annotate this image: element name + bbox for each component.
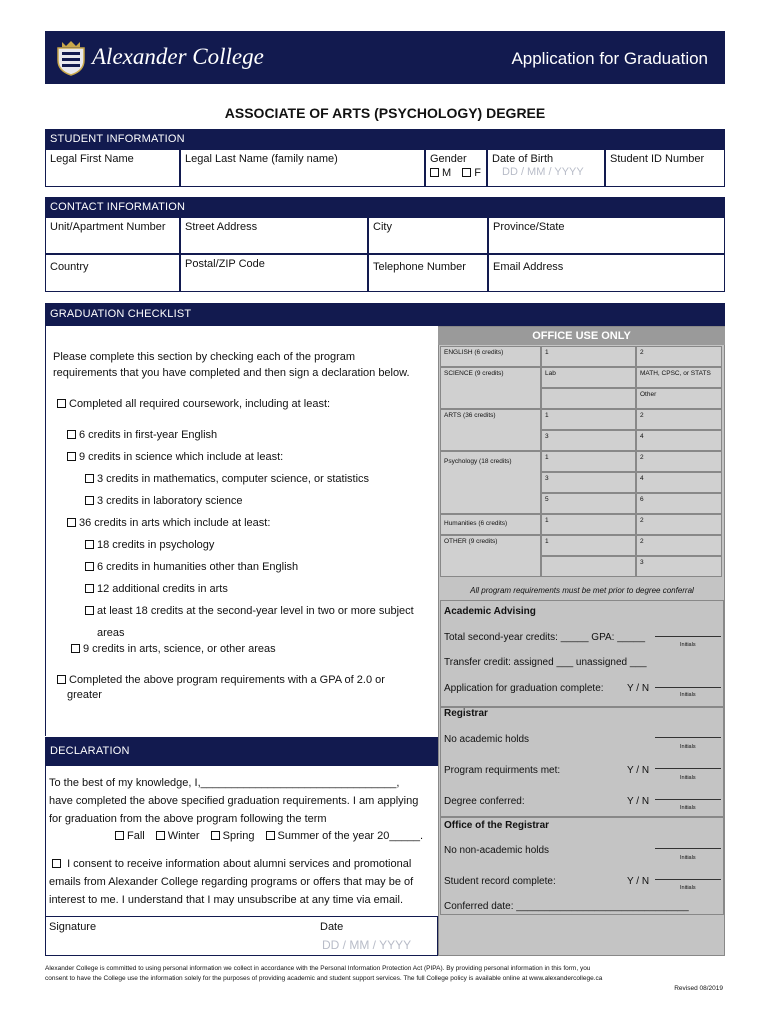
- signature-field[interactable]: [49, 921, 96, 933]
- phone-field[interactable]: [368, 254, 488, 292]
- initials-label: Initials: [680, 855, 696, 861]
- term-selector: [115, 828, 423, 844]
- first-name-label: Legal First Name: [50, 153, 134, 165]
- checkbox[interactable]: [85, 562, 94, 571]
- consent-line-1: I consent to receive information about alumni services and promotional: [52, 855, 411, 873]
- check-item-math[interactable]: 3 credits in mathematics, computer science, or statistics: [85, 473, 369, 485]
- initials-label: Initials: [680, 805, 696, 811]
- city-label: City: [373, 221, 392, 233]
- office-other-3: 3: [636, 556, 722, 577]
- office-conferred-date: Conferred date: _______________________________: [444, 901, 689, 912]
- checkbox[interactable]: [67, 452, 76, 461]
- gender-field: [425, 149, 487, 187]
- term-winter-label: Winter: [167, 830, 200, 842]
- phone-label: Telephone Number: [373, 261, 466, 273]
- office-psych-5: 5: [541, 493, 636, 514]
- date-label: Date: [320, 921, 344, 933]
- email-label: Email Address: [493, 261, 564, 273]
- consent-line-3: interest to me. I understand that I may unsubscribe at any time via email.: [49, 894, 404, 906]
- checkbox[interactable]: [57, 675, 66, 684]
- initials-line: [655, 799, 721, 800]
- initials-line: [655, 768, 721, 769]
- office-science: SCIENCE (9 credits): [440, 367, 541, 409]
- postal-field[interactable]: [180, 254, 368, 292]
- dob-label: Date of Birth: [492, 153, 554, 165]
- last-name-field[interactable]: [180, 149, 425, 187]
- college-name: Alexander College: [92, 44, 264, 69]
- registrar-degree-yn: Y / N: [627, 796, 650, 807]
- checkbox[interactable]: [57, 399, 66, 408]
- gender-m-checkbox[interactable]: [430, 168, 439, 177]
- advising-heading: Academic Advising: [444, 606, 536, 617]
- declaration-line-2: have completed the above specified graduation requirements. I am applying: [49, 795, 419, 807]
- term-fall-label: Fall: [127, 830, 145, 842]
- street-label: Street Address: [185, 221, 258, 233]
- office-humanities: Humanities (6 credits): [440, 514, 541, 535]
- registrar-degree-conferred: Degree conferred:: [444, 796, 525, 807]
- gender-f-label: F: [474, 167, 481, 179]
- initials-line: [655, 879, 721, 880]
- initials-label: Initials: [680, 642, 696, 648]
- office-psych-4: 4: [636, 472, 722, 493]
- unit-label: Unit/Apartment Number: [50, 221, 166, 233]
- office-psych-6: 6: [636, 493, 722, 514]
- revised-date: Revised 08/2019: [674, 985, 723, 992]
- term-summer-label: Summer of the year 20_____.: [277, 830, 424, 842]
- check-item-science[interactable]: 9 credits in science which include at least:: [67, 451, 283, 463]
- student-info-heading: STUDENT INFORMATION: [45, 129, 725, 149]
- office-use-heading: OFFICE USE ONLY: [438, 327, 725, 345]
- term-spring-label: Spring: [222, 830, 255, 842]
- degree-title: ASSOCIATE OF ARTS (PSYCHOLOGY) DEGREE: [224, 105, 546, 121]
- initials-line: [655, 737, 721, 738]
- student-id-field[interactable]: [605, 149, 725, 187]
- registrar-program-yn: Y / N: [627, 765, 650, 776]
- city-field[interactable]: [368, 217, 488, 254]
- office-other: Other: [636, 388, 722, 409]
- check-item-humanities[interactable]: 6 credits in humanities other than English: [85, 561, 298, 573]
- checkbox[interactable]: [71, 644, 80, 653]
- checkbox[interactable]: [85, 584, 94, 593]
- checkbox[interactable]: [85, 474, 94, 483]
- check-item-gpa-cont: greater: [67, 689, 102, 701]
- initials-line: [655, 687, 721, 688]
- office-english: ENGLISH (6 credits): [440, 346, 541, 367]
- term-summer-checkbox[interactable]: [266, 831, 275, 840]
- check-item-coursework[interactable]: Completed all required coursework, including at least:: [57, 398, 330, 410]
- document-title: Application for Graduation: [511, 49, 708, 68]
- office-other-2: 2: [636, 535, 722, 556]
- signature-label: Signature: [49, 921, 97, 933]
- office-hum-1: 1: [541, 514, 636, 535]
- unit-field[interactable]: [45, 217, 180, 254]
- street-field[interactable]: [180, 217, 368, 254]
- office-lab: Lab: [541, 367, 636, 388]
- office-other-blank: [541, 556, 636, 577]
- privacy-note-line-1: Alexander College is committed to using personal information we collect in accordance with the Personal Information Protection Act (PIPA). By providing personal information in this form, you: [45, 965, 591, 972]
- check-item-other-areas[interactable]: 9 credits in arts, science, or other areas: [71, 643, 276, 655]
- office-requirement-note: All program requirements must be met prior to degree conferral: [470, 586, 694, 595]
- office-math: MATH, CPSC, or STATS: [636, 367, 722, 388]
- office-psych-1: 1: [541, 451, 636, 472]
- checklist-heading: GRADUATION CHECKLIST: [45, 303, 725, 326]
- office-arts-1: 1: [541, 409, 636, 430]
- gender-m-label: M: [442, 167, 452, 179]
- term-spring-checkbox[interactable]: [211, 831, 220, 840]
- postal-label: Postal/ZIP Code: [185, 258, 265, 270]
- initials-line: [655, 636, 721, 637]
- check-item-psychology[interactable]: 18 credits in psychology: [85, 539, 214, 551]
- initials-label: Initials: [680, 744, 696, 750]
- registrar-heading: Registrar: [444, 708, 488, 719]
- check-item-lab[interactable]: 3 credits in laboratory science: [85, 495, 243, 507]
- check-item-gpa[interactable]: Completed the above program requirements with a GPA of 2.0 or: [57, 674, 385, 686]
- dob-placeholder: DD / MM / YYYY: [502, 166, 584, 178]
- registrar-program-met: Program requirments met:: [444, 765, 561, 776]
- office-record-complete: Student record complete:: [444, 876, 556, 887]
- office-other-credits: OTHER (9 credits): [440, 535, 541, 577]
- office-hum-2: 2: [636, 514, 722, 535]
- office-psych: Psychology (18 credits): [440, 451, 541, 514]
- check-item-additional-arts[interactable]: 12 additional credits in arts: [85, 583, 228, 595]
- check-item-second-year-cont: areas: [97, 627, 125, 639]
- initials-label: Initials: [680, 692, 696, 698]
- advising-yn: Y / N: [627, 683, 650, 694]
- country-label: Country: [50, 261, 89, 273]
- checkbox[interactable]: [85, 496, 94, 505]
- first-name-field[interactable]: [45, 149, 180, 187]
- advising-app-complete: Application for graduation complete:: [444, 683, 604, 694]
- email-field[interactable]: [488, 254, 725, 292]
- initials-line: [655, 848, 721, 849]
- office-english-2: 2: [636, 346, 722, 367]
- office-english-1: 1: [541, 346, 636, 367]
- advising-second-year: Total second-year credits: _____ GPA: _____: [444, 632, 646, 643]
- privacy-note-line-2: consent to have the College use the information solely for the purposes of providing academic and student support services. The full College policy is available online at www.alexandercollege.ca: [45, 975, 603, 982]
- contact-info-heading: CONTACT INFORMATION: [45, 197, 725, 217]
- checkbox[interactable]: [85, 606, 94, 615]
- term-fall-checkbox[interactable]: [115, 831, 124, 840]
- office-arts-4: 4: [636, 430, 722, 451]
- consent-checkbox[interactable]: [52, 859, 61, 868]
- office-arts: ARTS (36 credits): [440, 409, 541, 451]
- check-item-second-year[interactable]: at least 18 credits at the second-year level in two or more subject: [85, 605, 414, 617]
- declaration-line-3: for graduation from the above program following the term: [49, 813, 327, 825]
- office-registrar-heading: Office of the Registrar: [444, 820, 550, 831]
- declaration-heading: DECLARATION: [45, 737, 438, 766]
- checkbox[interactable]: [85, 540, 94, 549]
- check-item-english[interactable]: 6 credits in first-year English: [67, 429, 217, 441]
- initials-label: Initials: [680, 885, 696, 891]
- province-field[interactable]: [488, 217, 725, 254]
- country-field[interactable]: [45, 254, 180, 292]
- office-arts-2: 2: [636, 409, 722, 430]
- checklist-intro-2: requirements that you have completed and then sign a declaration below.: [53, 367, 410, 379]
- checklist-intro-1: Please complete this section by checking each of the program: [53, 351, 356, 363]
- registrar-no-holds: No academic holds: [444, 734, 530, 745]
- office-science-blank: [541, 388, 636, 409]
- term-winter-checkbox[interactable]: [156, 831, 165, 840]
- office-psych-2: 2: [636, 451, 722, 472]
- check-item-arts[interactable]: 36 credits in arts which include at least:: [67, 517, 270, 529]
- college-crest-icon: [54, 40, 88, 76]
- student-id-label: Student ID Number: [610, 153, 705, 165]
- province-label: Province/State: [493, 221, 565, 233]
- office-arts-3: 3: [541, 430, 636, 451]
- dob-field[interactable]: [487, 149, 605, 187]
- date-placeholder: DD / MM / YYYY: [322, 938, 412, 952]
- office-record-yn: Y / N: [627, 876, 650, 887]
- checkbox[interactable]: [67, 430, 76, 439]
- office-psych-3: 3: [541, 472, 636, 493]
- consent-line-2: emails from Alexander College regarding programs or offers that may be of: [49, 876, 414, 888]
- declaration-line-1: To the best of my knowledge, I,________________________________,: [49, 777, 400, 789]
- initials-label: Initials: [680, 775, 696, 781]
- office-other-1: 1: [541, 535, 636, 556]
- checkbox[interactable]: [67, 518, 76, 527]
- gender-f-checkbox[interactable]: [462, 168, 471, 177]
- date-field[interactable]: [320, 921, 343, 933]
- gender-label: Gender: [430, 153, 467, 165]
- office-no-nonacademic: No non-academic holds: [444, 845, 550, 856]
- last-name-label: Legal Last Name (family name): [185, 153, 338, 165]
- advising-transfer: Transfer credit: assigned ___ unassigned ___: [444, 657, 647, 668]
